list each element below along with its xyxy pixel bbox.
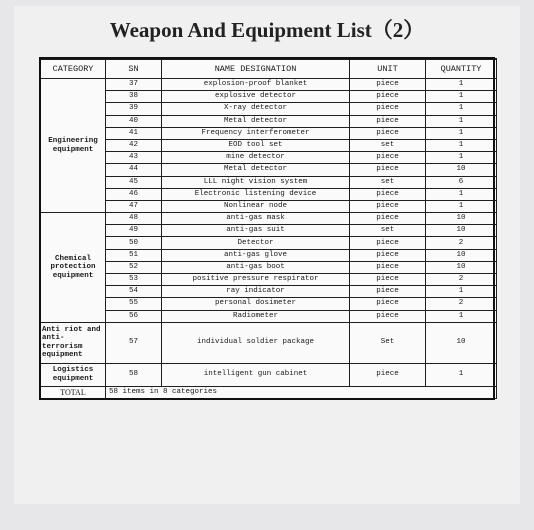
table-row [41, 274, 497, 286]
unit-cell: piece [350, 274, 426, 286]
unit-cell: Set [350, 322, 426, 363]
category-logistics: Logistics equipment [41, 363, 106, 386]
unit-cell: piece [350, 188, 426, 200]
table-row [41, 91, 497, 103]
quantity-cell: 10 [426, 213, 497, 225]
name-cell: Metal detector [162, 164, 350, 176]
sn-cell: 48 [106, 213, 162, 225]
name-cell: LLL night vision system [162, 176, 350, 188]
sn-cell: 40 [106, 115, 162, 127]
unit-cell: set [350, 176, 426, 188]
table-row [41, 249, 497, 261]
table-row [41, 310, 497, 322]
name-cell: personal dosimeter [162, 298, 350, 310]
total-summary: 58 items in 8 categories [106, 386, 497, 398]
sn-cell: 39 [106, 103, 162, 115]
unit-cell: piece [350, 79, 426, 91]
quantity-cell: 10 [426, 261, 497, 273]
unit-cell: piece [350, 103, 426, 115]
unit-cell: piece [350, 249, 426, 261]
sn-cell: 44 [106, 164, 162, 176]
sn-cell: 43 [106, 152, 162, 164]
name-cell: Metal detector [162, 115, 350, 127]
quantity-cell: 10 [426, 225, 497, 237]
unit-cell: piece [350, 164, 426, 176]
table-row [41, 213, 497, 225]
quantity-cell: 2 [426, 298, 497, 310]
quantity-cell: 1 [426, 103, 497, 115]
quantity-cell: 1 [426, 115, 497, 127]
sn-cell: 55 [106, 298, 162, 310]
sn-cell: 53 [106, 274, 162, 286]
unit-cell: piece [350, 310, 426, 322]
column-header-category: CATEGORY [41, 59, 106, 79]
table-row [41, 152, 497, 164]
sn-cell: 46 [106, 188, 162, 200]
total-row [41, 386, 497, 398]
column-header-name: NAME DESIGNATION [162, 59, 350, 79]
sn-cell: 58 [106, 363, 162, 386]
sn-cell: 57 [106, 322, 162, 363]
column-header-unit: UNIT [350, 59, 426, 79]
sn-cell: 37 [106, 79, 162, 91]
name-cell: explosive detector [162, 91, 350, 103]
table-row [41, 237, 497, 249]
table-row [41, 286, 497, 298]
unit-cell: piece [350, 152, 426, 164]
name-cell: Detector [162, 237, 350, 249]
name-cell: intelligent gun cabinet [162, 363, 350, 386]
table-row [41, 103, 497, 115]
unit-cell: set [350, 139, 426, 151]
unit-cell: piece [350, 261, 426, 273]
table-row [41, 200, 497, 212]
quantity-cell: 1 [426, 139, 497, 151]
quantity-cell: 1 [426, 200, 497, 212]
name-cell: Radiometer [162, 310, 350, 322]
table-header-row [41, 59, 497, 79]
table-row [41, 164, 497, 176]
quantity-cell: 10 [426, 164, 497, 176]
category-chemical: Chemical protection equipment [41, 213, 106, 323]
unit-cell: piece [350, 298, 426, 310]
equipment-table [40, 58, 497, 399]
sn-cell: 47 [106, 200, 162, 212]
table-row [41, 79, 497, 91]
sn-cell: 50 [106, 237, 162, 249]
name-cell: EOD tool set [162, 139, 350, 151]
column-header-quantity: QUANTITY [426, 59, 497, 79]
page-title: Weapon And Equipment List（2） [109, 18, 425, 42]
quantity-cell: 1 [426, 79, 497, 91]
name-cell: individual soldier package [162, 322, 350, 363]
column-header-sn: SN [106, 59, 162, 79]
quantity-cell: 1 [426, 310, 497, 322]
sn-cell: 45 [106, 176, 162, 188]
unit-cell: piece [350, 91, 426, 103]
sn-cell: 52 [106, 261, 162, 273]
unit-cell: piece [350, 127, 426, 139]
sn-cell: 56 [106, 310, 162, 322]
quantity-cell: 10 [426, 249, 497, 261]
name-cell: mine detector [162, 152, 350, 164]
table-row [41, 261, 497, 273]
name-cell: anti-gas glove [162, 249, 350, 261]
name-cell: anti-gas mask [162, 213, 350, 225]
sn-cell: 54 [106, 286, 162, 298]
quantity-cell: 6 [426, 176, 497, 188]
sn-cell: 42 [106, 139, 162, 151]
category-engineering: Engineering equipment [41, 79, 106, 213]
sn-cell: 41 [106, 127, 162, 139]
name-cell: positive pressure respirator [162, 274, 350, 286]
unit-cell: piece [350, 115, 426, 127]
sn-cell: 51 [106, 249, 162, 261]
unit-cell: set [350, 225, 426, 237]
unit-cell: piece [350, 363, 426, 386]
unit-cell: piece [350, 213, 426, 225]
unit-cell: piece [350, 237, 426, 249]
name-cell: Electronic listening device [162, 188, 350, 200]
name-cell: explosion-proof blanket [162, 79, 350, 91]
name-cell: anti-gas boot [162, 261, 350, 273]
name-cell: Frequency interferometer [162, 127, 350, 139]
table-row [41, 298, 497, 310]
table-row [41, 176, 497, 188]
quantity-cell: 1 [426, 127, 497, 139]
quantity-cell: 1 [426, 91, 497, 103]
quantity-cell: 2 [426, 274, 497, 286]
table-row [41, 115, 497, 127]
table-row [41, 363, 497, 386]
quantity-cell: 1 [426, 363, 497, 386]
total-label: TOTAL [41, 386, 106, 398]
name-cell: ray indicator [162, 286, 350, 298]
sn-cell: 49 [106, 225, 162, 237]
table-row [41, 127, 497, 139]
table-row [41, 225, 497, 237]
table-row [41, 322, 497, 363]
name-cell: Nonlinear node [162, 200, 350, 212]
quantity-cell: 1 [426, 286, 497, 298]
quantity-cell: 2 [426, 237, 497, 249]
table-row [41, 188, 497, 200]
table-row [41, 139, 497, 151]
name-cell: X-ray detector [162, 103, 350, 115]
name-cell: anti-gas suit [162, 225, 350, 237]
sn-cell: 38 [106, 91, 162, 103]
unit-cell: piece [350, 200, 426, 212]
quantity-cell: 1 [426, 188, 497, 200]
category-antiriot: Anti riot and anti-terrorism equipment [41, 322, 106, 363]
quantity-cell: 1 [426, 152, 497, 164]
quantity-cell: 10 [426, 322, 497, 363]
unit-cell: piece [350, 286, 426, 298]
